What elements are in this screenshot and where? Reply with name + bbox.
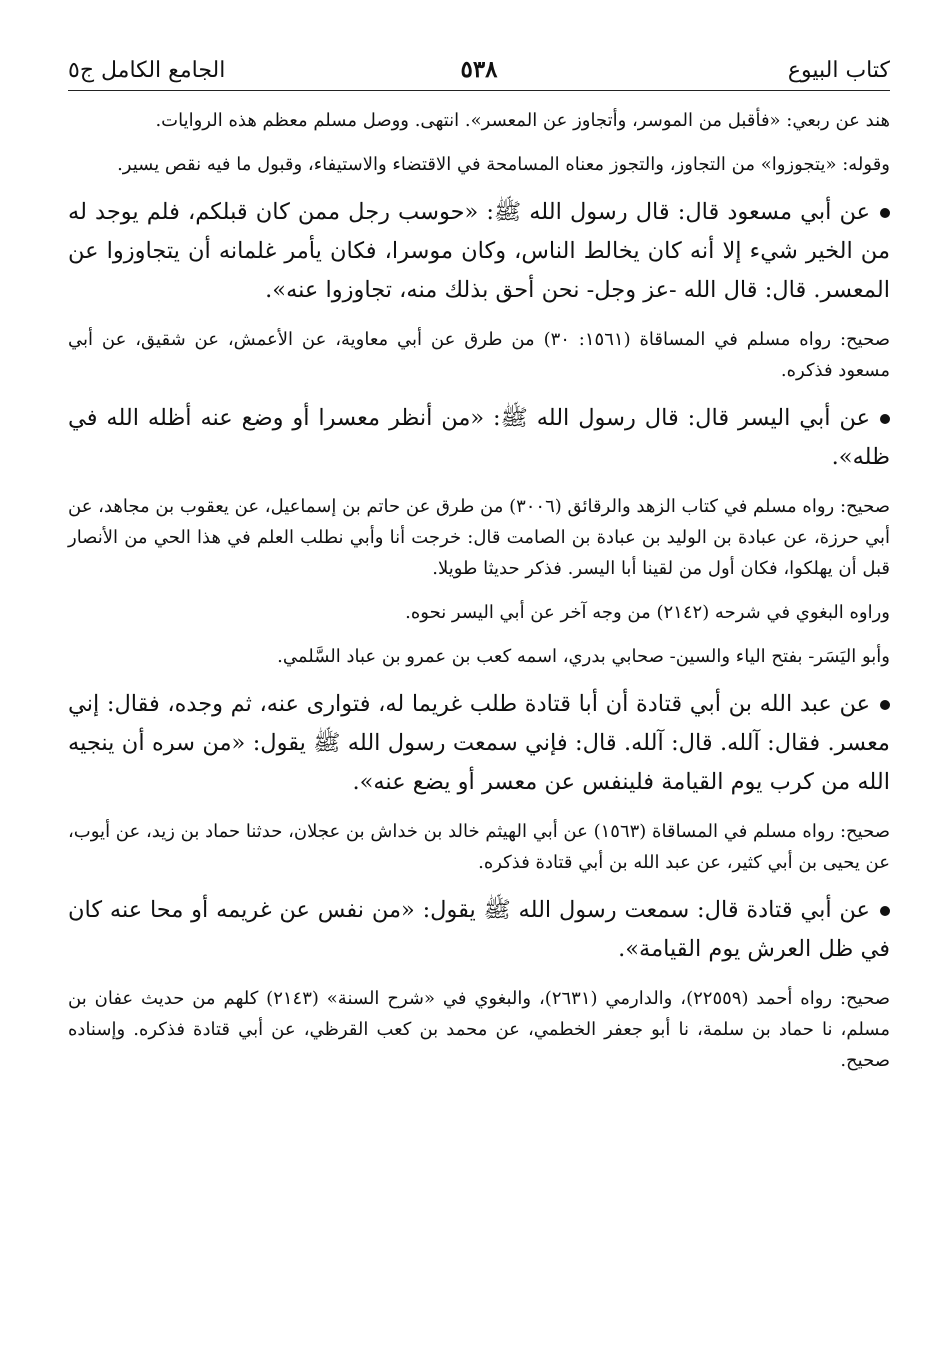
hadith-paragraph [68, 399, 890, 477]
commentary-paragraph: وأبو اليَسَر- بفتح الياء والسين- صحابي بدري، اسمه كعب بن عمرو بن عباد السَّلمي. [277, 646, 890, 667]
commentary-paragraph: هند عن ربعي: «فأقبل من الموسر، وأتجاوز عن المعسر». انتهى. ووصل مسلم معظم هذه الروايات. [155, 110, 890, 131]
hadith-paragraph [68, 193, 890, 310]
takhrij-paragraph: صحيح: رواه مسلم في المساقاة (١٥٦٣) عن أبي الهيثم خالد بن خداش بن عجلان، حدثنا حماد بن زيد، عن أيوب، عن يحيى بن أبي كثير، عن عبد الله بن أبي قتادة فذكره. [68, 821, 890, 873]
commentary-paragraph: وراوه البغوي في شرحه (٢١٤٢) من وجه آخر عن أبي اليسر نحوه. [405, 602, 890, 623]
hadith-paragraph [68, 891, 890, 969]
running-header [68, 50, 890, 91]
page-number: ٥٣٨ [460, 56, 498, 83]
takhrij-paragraph: صحيح: رواه مسلم في كتاب الزهد والرقائق (٣٠٠٦) من طرق عن حاتم بن إسماعيل، عن يعقوب بن مجاهد، عن أبي حرزة، عن عبادة بن الوليد بن عبادة بن الصامت قال: خرجت أنا وأبي نطلب العلم في هذا الحي من الأنصار قبل أن يهلكوا، فكان أول من لقينا أبا اليسر. فذكر حديثا طويلا. [68, 496, 890, 579]
hadith-text: عن أبي اليسر قال: قال رسول الله ﷺ: «من أنظر معسرا أو وضع عنه أظله الله في ظله». [68, 405, 890, 470]
book-title: الجامع الكامل ج٥ [68, 58, 226, 83]
hadith-text: عن أبي مسعود قال: قال رسول الله ﷺ: «حوسب رجل ممن كان قبلكم، فلم يوجد له من الخير شيء إلا أنه كان يخالط الناس، وكان موسرا، فكان يأمر غلمانه أن يتجاوزوا عن المعسر. قال: قال الله -عز وجل- نحن أحق بذلك منه، تجاوزوا عنه». [68, 199, 890, 303]
hadith-text: عن عبد الله بن أبي قتادة أن أبا قتادة طلب غريما له، فتوارى عنه، ثم وجده، فقال: إني معسر. فقال: آلله. قال: آلله. قال: فإني سمعت رسول الله ﷺ يقول: «من سره أن ينجيه الله من كرب يوم القيامة فلينفس عن معسر أو يضع عنه». [68, 691, 890, 795]
page-body [68, 91, 890, 1076]
book-page [68, 50, 890, 1089]
bullet-icon [880, 414, 890, 424]
bullet-icon [880, 906, 890, 916]
hadith-text: عن أبي قتادة قال: سمعت رسول الله ﷺ يقول: «من نفس عن غريمه أو محا عنه كان في ظل العرش يوم القيامة». [68, 897, 890, 962]
takhrij-paragraph: صحيح: رواه مسلم في المساقاة (١٥٦١: ٣٠) من طرق عن أبي معاوية، عن الأعمش، عن شقيق، عن أبي مسعود فذكره. [68, 329, 890, 381]
bullet-icon [880, 208, 890, 218]
takhrij-paragraph: صحيح: رواه أحمد (٢٢٥٥٩)، والدارمي (٢٦٣١)، والبغوي في «شرح السنة» (٢١٤٣) كلهم من حديث عفان بن مسلم، نا حماد بن سلمة، نا أبو جعفر الخطمي، عن محمد بن كعب القرظي، عن أبي قتادة فذكره. وإسناده صحيح. [68, 988, 890, 1071]
commentary-paragraph: وقوله: «يتجوزوا» من التجاوز، والتجوز معناه المسامحة في الاقتضاء والاستيفاء، وقبول ما فيه نقص يسير. [117, 154, 890, 175]
hadith-paragraph [68, 685, 890, 802]
bullet-icon [880, 700, 890, 710]
chapter-title: كتاب البيوع [787, 58, 890, 83]
